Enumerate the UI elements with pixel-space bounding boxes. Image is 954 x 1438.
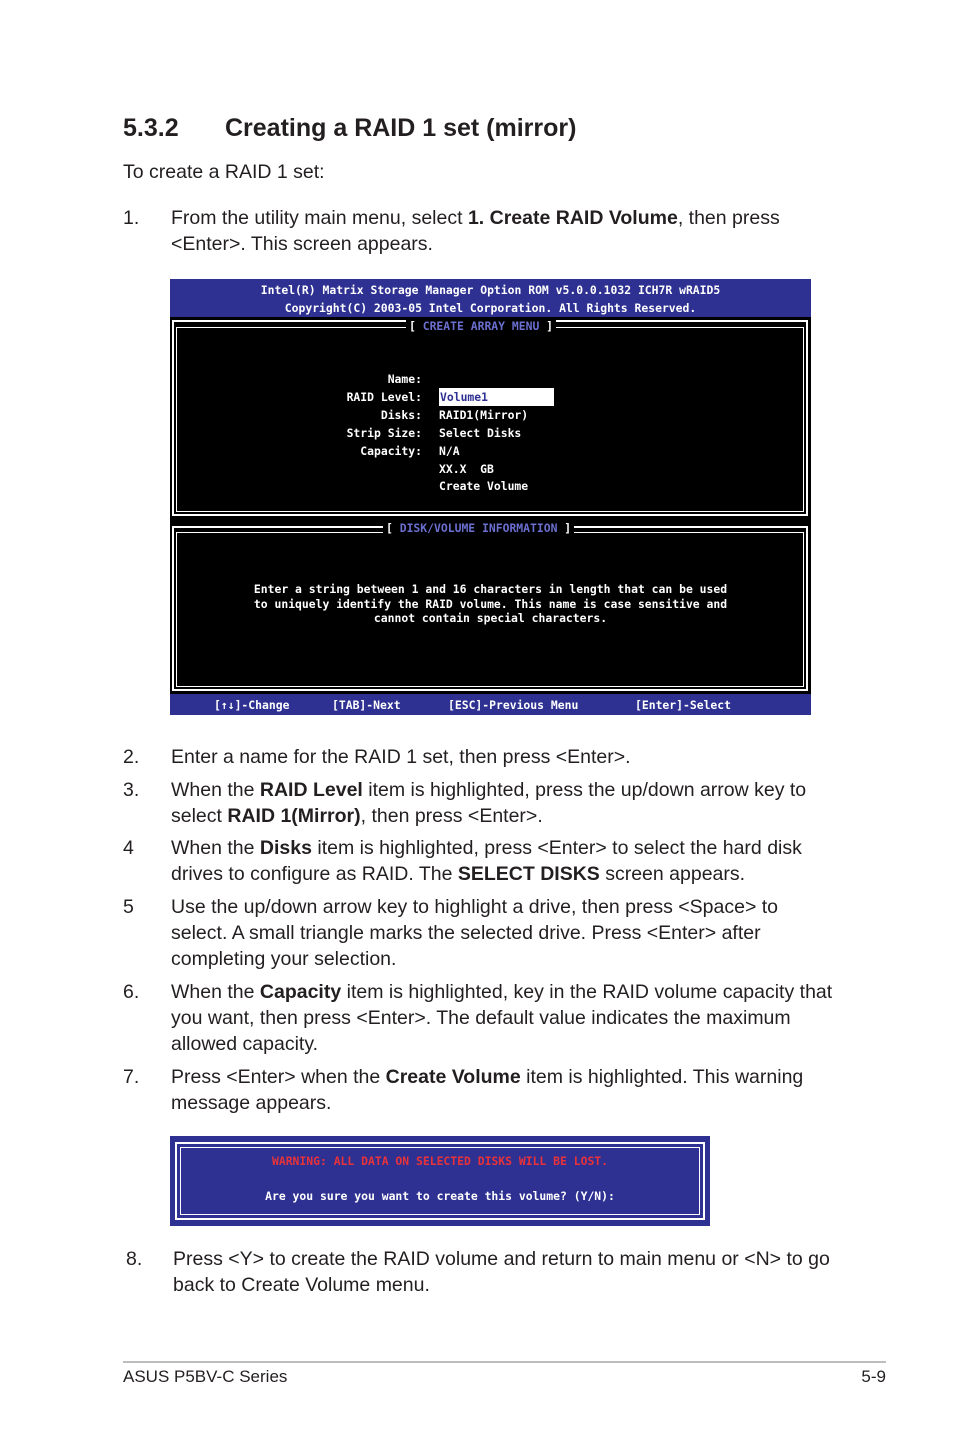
section-number: 5.3.2	[123, 114, 179, 142]
footer-product-name: ASUS P5BV-C Series	[123, 1367, 288, 1386]
field-capacity[interactable]: Capacity: XX.X GB	[360, 444, 494, 476]
create-array-menu-title: [ CREATE ARRAY MENU ]	[406, 319, 556, 333]
info-line: cannot contain special characters.	[373, 611, 608, 625]
create-volume-option[interactable]: Create Volume	[439, 479, 529, 493]
disk-volume-info-title: [ DISK/VOLUME INFORMATION ]	[383, 521, 574, 535]
step-number: 1.	[123, 207, 140, 229]
bios-header-line-1: Intel(R) Matrix Storage Manager Option ROM v5.0.0.1032 ICH7R wRAID5	[260, 283, 721, 297]
footer-previous-hint: [ESC]-Previous Menu	[448, 698, 579, 712]
step-text: From the utility main menu, select 1. Create RAID Volume, then press <Enter>. This screen appears.	[171, 207, 780, 255]
footer-divider	[123, 1361, 886, 1363]
section-title: Creating a RAID 1 set (mirror)	[225, 114, 577, 142]
bios-create-array-screen	[170, 279, 811, 715]
intro-text: To create a RAID 1 set:	[123, 161, 325, 183]
field-name[interactable]: Name: Volume1	[170, 352, 811, 424]
footer-page-number: 5-9	[861, 1367, 886, 1386]
bios-header	[170, 279, 811, 317]
bios-header-line-2: Copyright(C) 2003-05 Intel Corporation. All Rights Reserved.	[284, 301, 697, 315]
bios-footer	[170, 694, 811, 715]
confirm-prompt[interactable]: Are you sure you want to create this volume? (Y/N):	[265, 1189, 615, 1203]
info-line: Enter a string between 1 and 16 characters in length that can be used	[253, 582, 728, 596]
info-line: to uniquely identify the RAID volume. This name is case sensitive and	[253, 597, 728, 611]
warning-message: WARNING: ALL DATA ON SELECTED DISKS WILL BE LOST.	[271, 1154, 609, 1168]
section-heading	[123, 114, 576, 143]
name-input[interactable]: Volume1	[439, 388, 554, 406]
field-raid-level[interactable]: RAID Level: RAID1(Mirror)	[346, 390, 529, 422]
field-strip-size[interactable]: Strip Size: N/A	[346, 426, 460, 458]
warning-dialog	[170, 1136, 710, 1226]
footer-select-hint: [Enter]-Select	[635, 698, 732, 712]
footer-next-hint: [TAB]-Next	[332, 698, 401, 712]
footer-change-hint: [↑↓]-Change	[214, 698, 290, 712]
field-disks[interactable]: Disks: Select Disks	[380, 408, 522, 440]
